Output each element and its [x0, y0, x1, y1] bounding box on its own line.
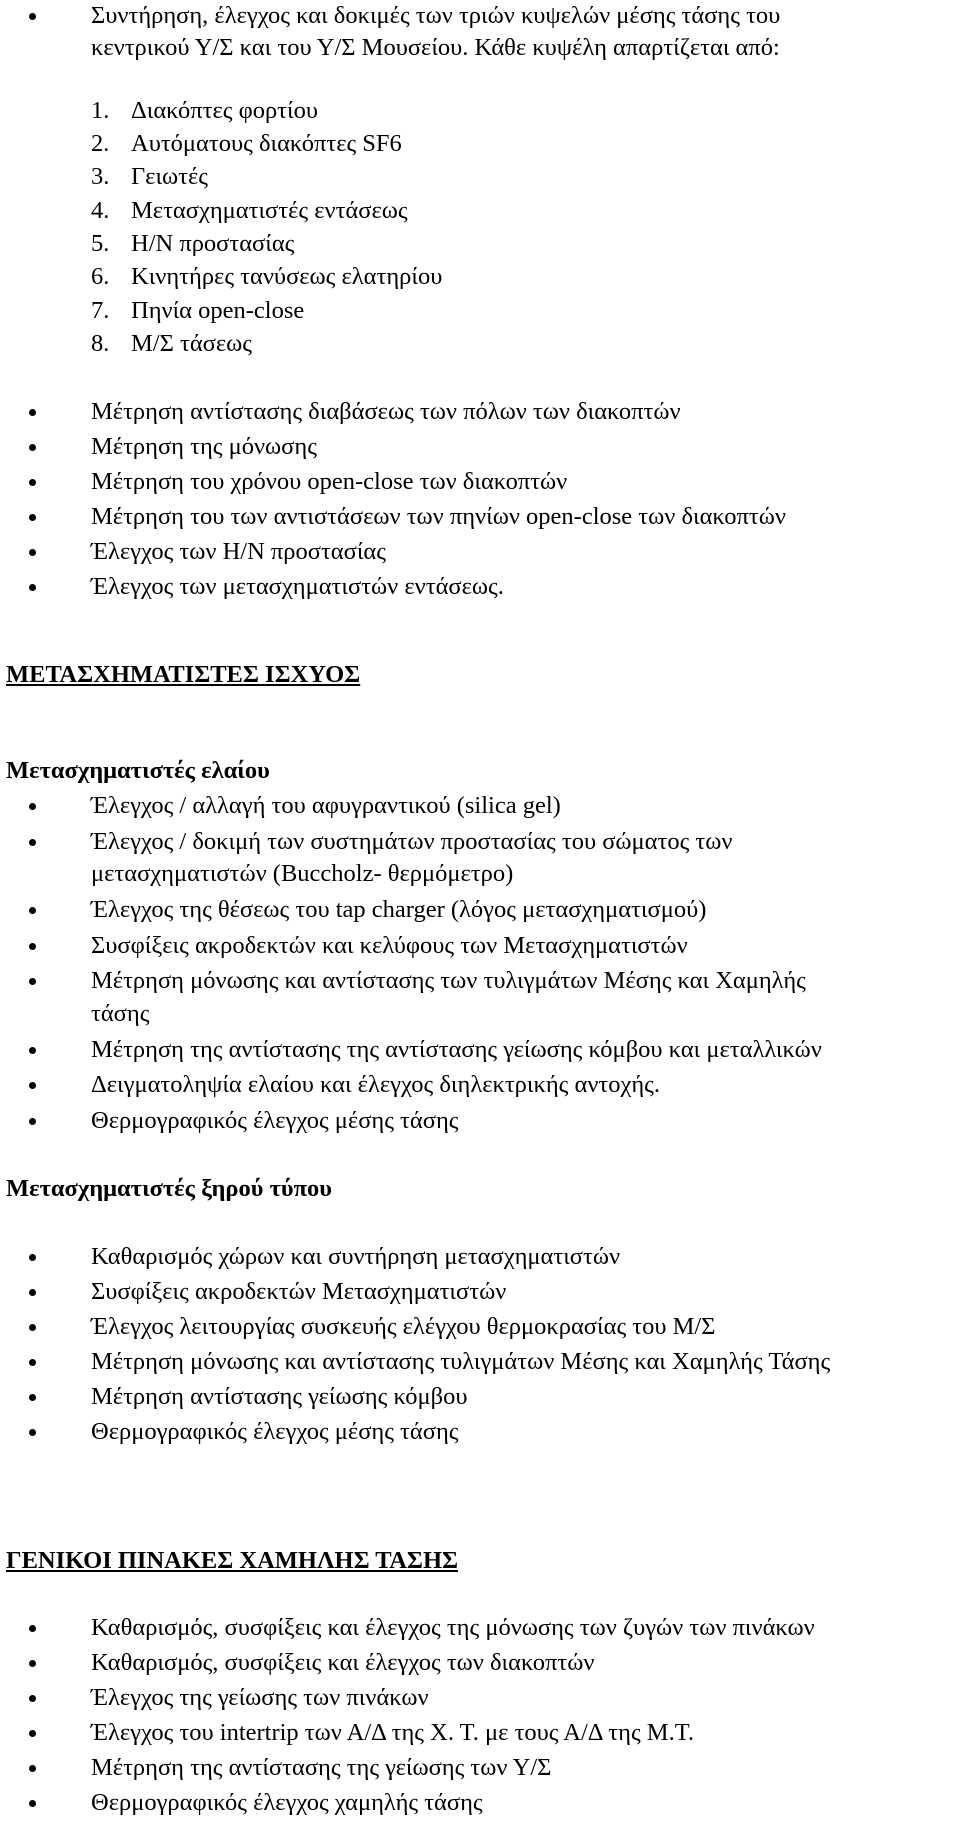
component-item: 8. Μ/Σ τάσεως	[91, 330, 252, 357]
oil-item: Έλεγχος / αλλαγή του αφυγραντικού (silica gel)	[91, 792, 561, 819]
oil-item: Έλεγχος / δοκιμή των συστημάτων προστασίας του σώματος των	[91, 828, 733, 855]
check-item: Μέτρηση του χρόνου open-close των διακοπτών	[91, 468, 568, 495]
component-item: 4. Μετασχηματιστές εντάσεως	[91, 197, 408, 224]
component-item: 1. Διακόπτες φορτίου	[91, 97, 319, 124]
lv-item: Έλεγχος του intertrip των Α/Δ της Χ. Τ. με τους Α/Δ της Μ.Τ.	[91, 1719, 694, 1746]
oil-item: Μέτρηση της αντίστασης της αντίστασης γείωσης κόμβου και μεταλλικών	[91, 1036, 822, 1063]
dry-item: Συσφίξεις ακροδεκτών Μετασχηματιστών	[91, 1278, 507, 1305]
intro-line-2: κεντρικού Υ/Σ και του Υ/Σ Μουσείου. Κάθε κυψέλη απαρτίζεται από:	[91, 34, 780, 61]
check-item: Μέτρηση του των αντιστάσεων των πηνίων open-close των διακοπτών	[91, 503, 786, 530]
component-item: 2. Αυτόματους διακόπτες SF6	[91, 130, 402, 157]
section-heading-lv-panels: ΓΕΝΙΚΟΙ ΠΙΝΑΚΕΣ ΧΑΜΗΛΗΣ ΤΑΣΗΣ	[6, 1547, 459, 1574]
check-item: Μέτρηση της μόνωσης	[91, 433, 317, 460]
check-item: Έλεγχος των μετασχηματιστών εντάσεως.	[91, 573, 504, 600]
dry-item: Καθαρισμός χώρων και συντήρηση μετασχηματιστών	[91, 1243, 621, 1270]
subheading-oil-transformers: Μετασχηματιστές ελαίου	[6, 757, 270, 784]
subheading-dry-transformers: Μετασχηματιστές ξηρού τύπου	[6, 1175, 333, 1202]
dry-item: Έλεγχος λειτουργίας συσκευής ελέγχου θερμοκρασίας του Μ/Σ	[91, 1313, 716, 1340]
lv-item: Μέτρηση της αντίστασης της γείωσης των Υ/Σ	[91, 1754, 552, 1781]
component-item: 5. Η/Ν προστασίας	[91, 230, 295, 257]
oil-item: Συσφίξεις ακροδεκτών και κελύφους των Μετασχηματιστών	[91, 932, 688, 959]
oil-item-continuation: τάσης	[91, 1000, 150, 1027]
section-heading-power-transformers: ΜΕΤΑΣΧΗΜΑΤΙΣΤΕΣ ΙΣΧΥΟΣ	[6, 661, 361, 688]
component-item: 6. Κινητήρες τανύσεως ελατηρίου	[91, 263, 443, 290]
oil-item: Μέτρηση μόνωσης και αντίστασης των τυλιγμάτων Μέσης και Χαμηλής	[91, 967, 806, 994]
check-item: Έλεγχος των Η/Ν προστασίας	[91, 538, 386, 565]
oil-item-continuation: μετασχηματιστών (Buccholz- θερμόμετρο)	[91, 860, 514, 887]
dry-item: Μέτρηση αντίστασης γείωσης κόμβου	[91, 1383, 468, 1410]
component-item: 3. Γειωτές	[91, 163, 209, 190]
component-item: 7. Πηνία open-close	[91, 297, 305, 324]
oil-item: Δειγματοληψία ελαίου και έλεγχος διηλεκτρικής αντοχής.	[91, 1071, 661, 1098]
dry-item: Μέτρηση μόνωσης και αντίστασης τυλιγμάτων Μέσης και Χαμηλής Τάσης	[91, 1348, 831, 1375]
lv-item: Έλεγχος της γείωσης των πινάκων	[91, 1684, 429, 1711]
lv-item: Θερμογραφικός έλεγχος χαμηλής τάσης	[91, 1789, 483, 1816]
intro-line-1: Συντήρηση, έλεγχος και δοκιμές των τριών κυψελών μέσης τάσης του	[91, 2, 781, 29]
dry-item: Θερμογραφικός έλεγχος μέσης τάσης	[91, 1418, 459, 1445]
oil-item: Θερμογραφικός έλεγχος μέσης τάσης	[91, 1107, 459, 1134]
oil-item: Έλεγχος της θέσεως του tap charger (λόγος μετασχηματισμού)	[91, 896, 707, 923]
lv-item: Καθαρισμός, συσφίξεις και έλεγχος των διακοπτών	[91, 1649, 595, 1676]
lv-item: Καθαρισμός, συσφίξεις και έλεγχος της μόνωσης των ζυγών των πινάκων	[91, 1614, 815, 1641]
check-item: Μέτρηση αντίστασης διαβάσεως των πόλων των διακοπτών	[91, 398, 681, 425]
